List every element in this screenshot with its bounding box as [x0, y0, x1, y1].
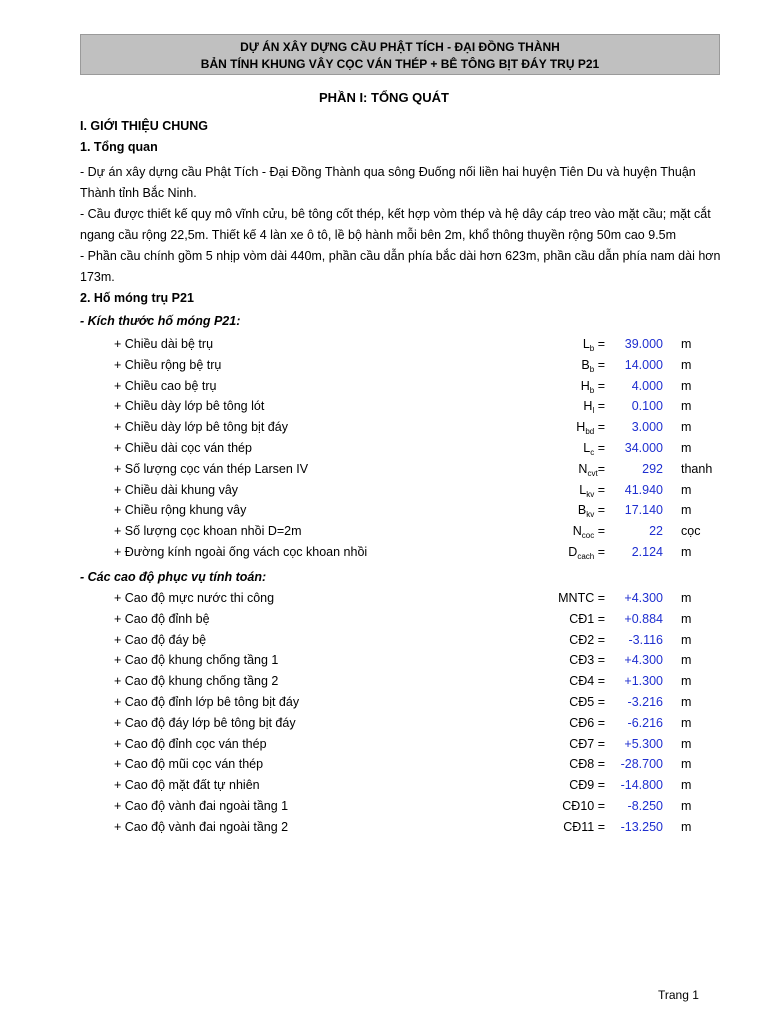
- dimension-label: + Chiều cao bệ trụ: [114, 378, 217, 393]
- elevation-unit: m: [681, 799, 692, 813]
- elevation-unit: m: [681, 819, 692, 834]
- elevation-symbol: CĐ3 =: [569, 653, 605, 668]
- dimension-row: [0, 462, 768, 483]
- elevation-symbol: CĐ5 =: [569, 695, 605, 709]
- dimension-unit: m: [681, 441, 692, 455]
- dimension-symbol: $D_{cach}$ =: [568, 545, 605, 561]
- dimension-unit: m: [681, 545, 692, 559]
- elevation-label: + Cao độ đỉnh bệ: [114, 611, 210, 626]
- dimension-unit: m: [681, 420, 692, 435]
- elevation-symbol: CĐ7 =: [569, 736, 605, 751]
- elevations-heading: - Các cao độ phục vụ tính toán:: [80, 570, 267, 584]
- subsection-heading: 2. Hố móng trụ P21: [80, 291, 194, 305]
- dimension-symbol: $H_l$ =: [583, 399, 605, 416]
- elevation-row: [0, 653, 768, 674]
- dimensions-heading: - Kích thước hố móng P21:: [80, 314, 241, 328]
- dimension-label: + Chiều dài cọc ván thép: [114, 441, 252, 455]
- dimension-symbol: $L_b$ =: [582, 337, 605, 353]
- paragraph-design: - Cầu được thiết kế quy mô vĩnh cửu, bê tông cốt thép, kết hợp vòm thép và hệ dây cáp treo vào mặt cầu; mặt cắt ngang cầu rộng 22,5m. Thiết kế 4 làn xe ô tô, lề bộ hành mỗi bên 2m, khổ thông thuyền rộng 50m cao 9.5m: [80, 207, 711, 242]
- dimension-label: + Số lượng cọc ván thép Larsen IV: [114, 461, 309, 476]
- elevation-label: + Cao độ mặt đất tự nhiên: [114, 778, 260, 793]
- elevation-value: +0.884: [624, 611, 663, 626]
- dimension-label: + Chiều dày lớp bê tông bịt đáy: [114, 420, 288, 435]
- elevation-value: -14.800: [620, 778, 663, 793]
- elevation-unit: m: [681, 632, 692, 647]
- dimension-symbol: $N_{coc}$ =: [572, 524, 605, 541]
- paragraph-location: - Dự án xây dựng cầu Phật Tích - Đại Đồng Thành qua sông Đuống nối liền hai huyện Tiên Du và huyện Thuận Thành tỉnh Bắc Ninh.: [80, 165, 696, 200]
- dimension-symbol: $L_{kv}$ =: [579, 482, 605, 499]
- elevation-unit: m: [681, 591, 692, 605]
- dimension-value: 292: [642, 461, 663, 476]
- dimension-unit: m: [681, 337, 692, 351]
- dimension-unit: m: [681, 503, 692, 518]
- elevation-symbol: CĐ9 =: [569, 778, 605, 793]
- dimension-row: [0, 524, 768, 545]
- elevation-unit: m: [681, 715, 692, 730]
- elevation-unit: m: [681, 674, 692, 689]
- elevation-symbol: MNTC =: [558, 591, 605, 605]
- dimension-row: [0, 337, 768, 358]
- dimension-symbol: $H_b$ =: [580, 378, 605, 395]
- elevation-value: -6.216: [627, 715, 663, 730]
- elevation-row: [0, 820, 768, 841]
- dimension-symbol: $H_{bd}$ =: [576, 420, 605, 437]
- dimension-value: 4.000: [631, 378, 663, 393]
- dimension-unit: m: [681, 357, 692, 372]
- dimension-symbol: $B_{kv}$ =: [577, 503, 605, 520]
- dimension-label: + Chiều rộng bệ trụ: [114, 357, 222, 372]
- elevation-symbol: CĐ1 =: [569, 611, 605, 626]
- dimension-row: [0, 545, 768, 566]
- elevation-label: + Cao độ đỉnh cọc ván thép: [114, 736, 267, 751]
- dimension-row: [0, 379, 768, 400]
- elevation-label: + Cao độ khung chống tầng 2: [114, 674, 279, 689]
- elevation-row: [0, 591, 768, 612]
- paragraph-spans: - Phần cầu chính gồm 5 nhịp vòm dài 440m, phần cầu dẫn phía bắc dài hơn 623m, phần cầu dẫn phía nam dài hơn 173m.: [80, 249, 721, 284]
- elevation-label: + Cao độ đáy lớp bê tông bịt đáy: [114, 715, 296, 730]
- dimension-label: + Chiều dày lớp bê tông lót: [114, 399, 265, 414]
- dimension-row: [0, 441, 768, 462]
- elevation-symbol: CĐ6 =: [569, 715, 605, 730]
- dimension-label: + Đường kính ngoài ống vách cọc khoan nhồi: [114, 545, 368, 559]
- elevation-value: -8.250: [627, 799, 663, 813]
- elevation-value: -3.116: [628, 632, 663, 647]
- elevation-unit: m: [681, 736, 692, 751]
- elevation-row: [0, 674, 768, 695]
- elevation-label: + Cao độ mũi cọc ván thép: [114, 757, 264, 772]
- section-heading: I. GIỚI THIỆU CHUNG: [80, 119, 209, 133]
- dimension-value: 3.000: [631, 420, 663, 435]
- elevation-unit: m: [681, 757, 692, 772]
- elevation-symbol: CĐ10 =: [562, 799, 605, 813]
- dimension-symbol: $L_c$ =: [583, 441, 605, 457]
- dimension-label: + Số lượng cọc khoan nhồi D=2m: [114, 524, 302, 539]
- elevation-row: [0, 757, 768, 778]
- elevation-value: +4.300: [624, 653, 663, 668]
- elevation-value: -13.250: [620, 819, 663, 834]
- elevation-row: [0, 695, 768, 716]
- elevation-row: [0, 716, 768, 737]
- elevation-row: [0, 799, 768, 820]
- elevation-row: [0, 778, 768, 799]
- dimension-unit: m: [681, 378, 692, 393]
- elevation-label: + Cao độ vành đai ngoài tầng 1: [114, 799, 289, 813]
- header-project-title: DỰ ÁN XÂY DỰNG CẦU PHẬT TÍCH - ĐẠI ĐỒNG THÀNH: [240, 40, 560, 54]
- header-report-title: BẢN TÍNH KHUNG VÂY CỌC VÁN THÉP + BÊ TÔNG BỊT ĐÁY TRỤ P21: [200, 57, 600, 71]
- elevation-value: -28.700: [620, 757, 663, 772]
- dimension-value: 22: [649, 524, 663, 539]
- elevation-unit: m: [681, 611, 692, 626]
- elevation-unit: m: [681, 778, 692, 793]
- dimension-value: 0.100: [631, 399, 663, 414]
- dimension-value: 41.940: [624, 482, 663, 497]
- dimension-unit: thanh: [681, 461, 713, 476]
- dimension-value: 39.000: [624, 337, 663, 351]
- dimension-value: 17.140: [624, 503, 663, 518]
- dimension-label: + Chiều rộng khung vây: [114, 503, 247, 518]
- elevation-label: + Cao độ đáy bệ: [114, 632, 207, 647]
- elevation-symbol: CĐ8 =: [569, 757, 605, 772]
- elevation-value: +1.300: [624, 674, 663, 689]
- dimension-row: [0, 399, 768, 420]
- elevation-symbol: CĐ4 =: [569, 674, 605, 689]
- dimension-row: [0, 483, 768, 504]
- dimension-unit: m: [681, 399, 692, 414]
- page-number: Trang 1: [658, 988, 699, 1002]
- dimension-unit: m: [681, 482, 692, 497]
- part-title: PHẦN I: TỔNG QUÁT: [319, 90, 449, 105]
- elevation-label: + Cao độ đỉnh lớp bê tông bịt đáy: [114, 695, 300, 709]
- elevation-label: + Cao độ mực nước thi công: [114, 591, 275, 605]
- dimension-value: 2.124: [631, 545, 663, 559]
- dimension-unit: cọc: [681, 524, 701, 539]
- dimension-row: [0, 420, 768, 441]
- elevation-unit: m: [681, 653, 692, 668]
- elevation-label: + Cao độ vành đai ngoài tầng 2: [114, 819, 289, 834]
- elevation-unit: m: [681, 695, 692, 709]
- document-header: [80, 34, 720, 75]
- elevation-row: [0, 633, 768, 654]
- elevation-row: [0, 737, 768, 758]
- elevation-row: [0, 612, 768, 633]
- elevation-label: + Cao độ khung chống tầng 1: [114, 653, 279, 668]
- elevation-symbol: CĐ2 =: [569, 632, 605, 647]
- elevation-value: -3.216: [627, 695, 663, 709]
- elevation-value: +4.300: [624, 591, 663, 605]
- dimension-value: 34.000: [624, 441, 663, 455]
- dimension-value: 14.000: [624, 357, 663, 372]
- dimension-row: [0, 503, 768, 524]
- elevation-value: +5.300: [624, 736, 663, 751]
- dimension-label: + Chiều dài khung vây: [114, 482, 239, 497]
- elevation-symbol: CĐ11 =: [563, 819, 605, 834]
- dimension-symbol: $B_b$ =: [581, 357, 605, 374]
- dimension-symbol: $N_{cvt}=$: [578, 461, 605, 478]
- subsection-heading: 1. Tổng quan: [80, 140, 158, 154]
- dimension-row: [0, 358, 768, 379]
- dimension-label: + Chiều dài bệ trụ: [114, 337, 214, 351]
